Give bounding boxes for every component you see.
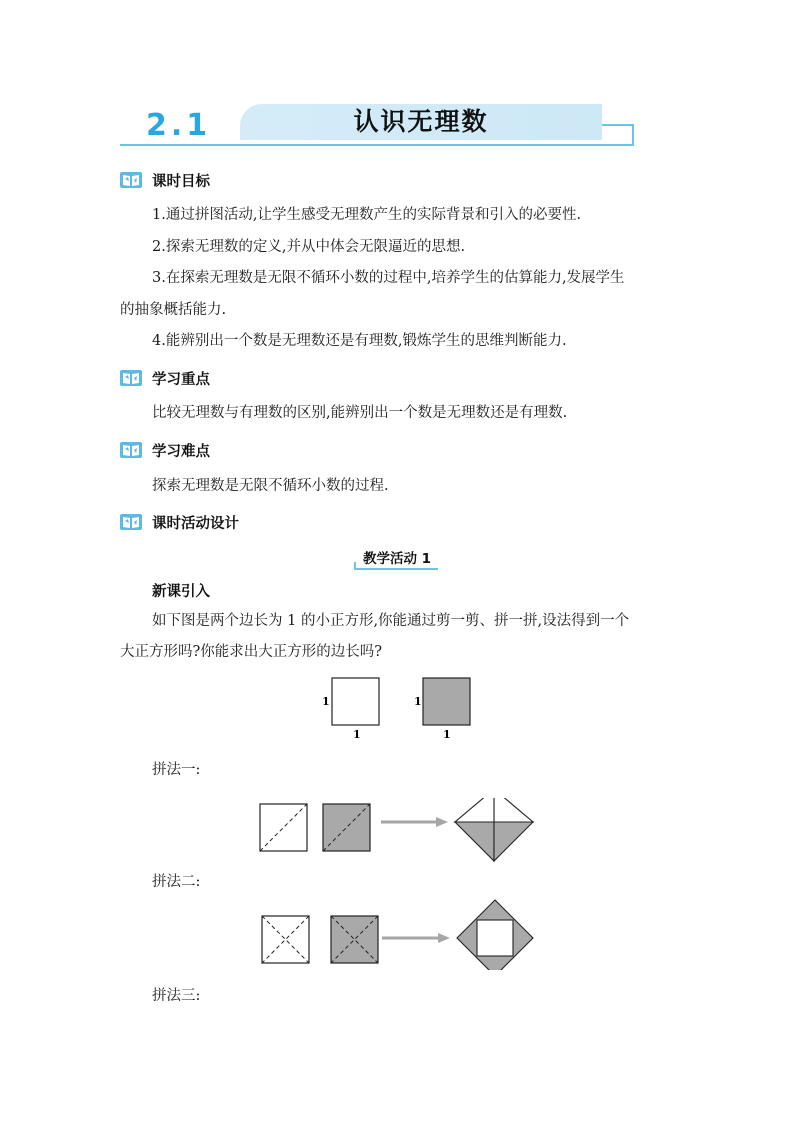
section-heading: 学习难点	[152, 443, 210, 460]
difficulties-text: 探索无理数是无限不循环小数的过程.	[152, 478, 389, 494]
activity-tag-hook	[354, 562, 356, 570]
objective-line: 2.探索无理数的定义,并从中体会无限逼近的思想.	[152, 239, 466, 255]
objective-line: 1.通过拼图活动,让学生感受无理数产生的实际背景和引入的必要性.	[152, 207, 582, 223]
method1-figure	[256, 798, 540, 868]
method-label: 拼法一:	[152, 762, 201, 778]
header-corner-side	[632, 124, 634, 146]
objective-line: 的抽象概括能力.	[120, 302, 227, 318]
book-icon	[120, 513, 142, 531]
side-label: 1	[414, 695, 422, 708]
white-square	[332, 678, 379, 725]
method2-figure	[256, 898, 540, 970]
section-heading: 学习重点	[152, 371, 210, 388]
objective-line: 4.能辨别出一个数是无理数还是有理数,锻炼学生的思维判断能力.	[152, 333, 567, 349]
book-icon	[120, 171, 142, 189]
section-number: 2.1	[146, 108, 212, 143]
section-heading: 课时活动设计	[152, 515, 239, 532]
side-label: 1	[353, 728, 361, 741]
arrow-icon	[438, 933, 450, 943]
activity-tag-underline	[356, 568, 438, 570]
unit-squares-figure	[316, 672, 486, 744]
side-label: 1	[443, 728, 451, 741]
side-label: 1	[322, 695, 330, 708]
section-heading: 课时目标	[152, 173, 210, 190]
book-icon	[120, 369, 142, 387]
method-label: 拼法二:	[152, 874, 201, 890]
intro-heading: 新课引入	[152, 584, 210, 600]
section-key-points	[120, 368, 210, 388]
page-title: 认识无理数	[353, 107, 489, 136]
method-label: 拼法三:	[152, 988, 201, 1004]
section-objectives	[120, 170, 210, 190]
section-design	[120, 512, 239, 532]
section-difficulties	[120, 440, 210, 460]
key-points-text: 比较无理数与有理数的区别,能辨别出一个数是无理数还是有理数.	[152, 405, 568, 421]
header-corner-top	[600, 124, 634, 126]
intro-text: 大正方形吗?你能求出大正方形的边长吗?	[120, 644, 383, 660]
arrow-icon	[436, 817, 448, 827]
intro-text: 如下图是两个边长为 1 的小正方形,你能通过剪一剪、拼一拼,设法得到一个	[152, 613, 630, 629]
header-underline	[120, 144, 634, 146]
book-icon	[120, 441, 142, 459]
activity-tag: 教学活动 1	[362, 551, 432, 567]
objective-line: 3.在探索无理数是无限不循环小数的过程中,培养学生的估算能力,发展学生	[152, 270, 625, 286]
gray-square	[423, 678, 470, 725]
